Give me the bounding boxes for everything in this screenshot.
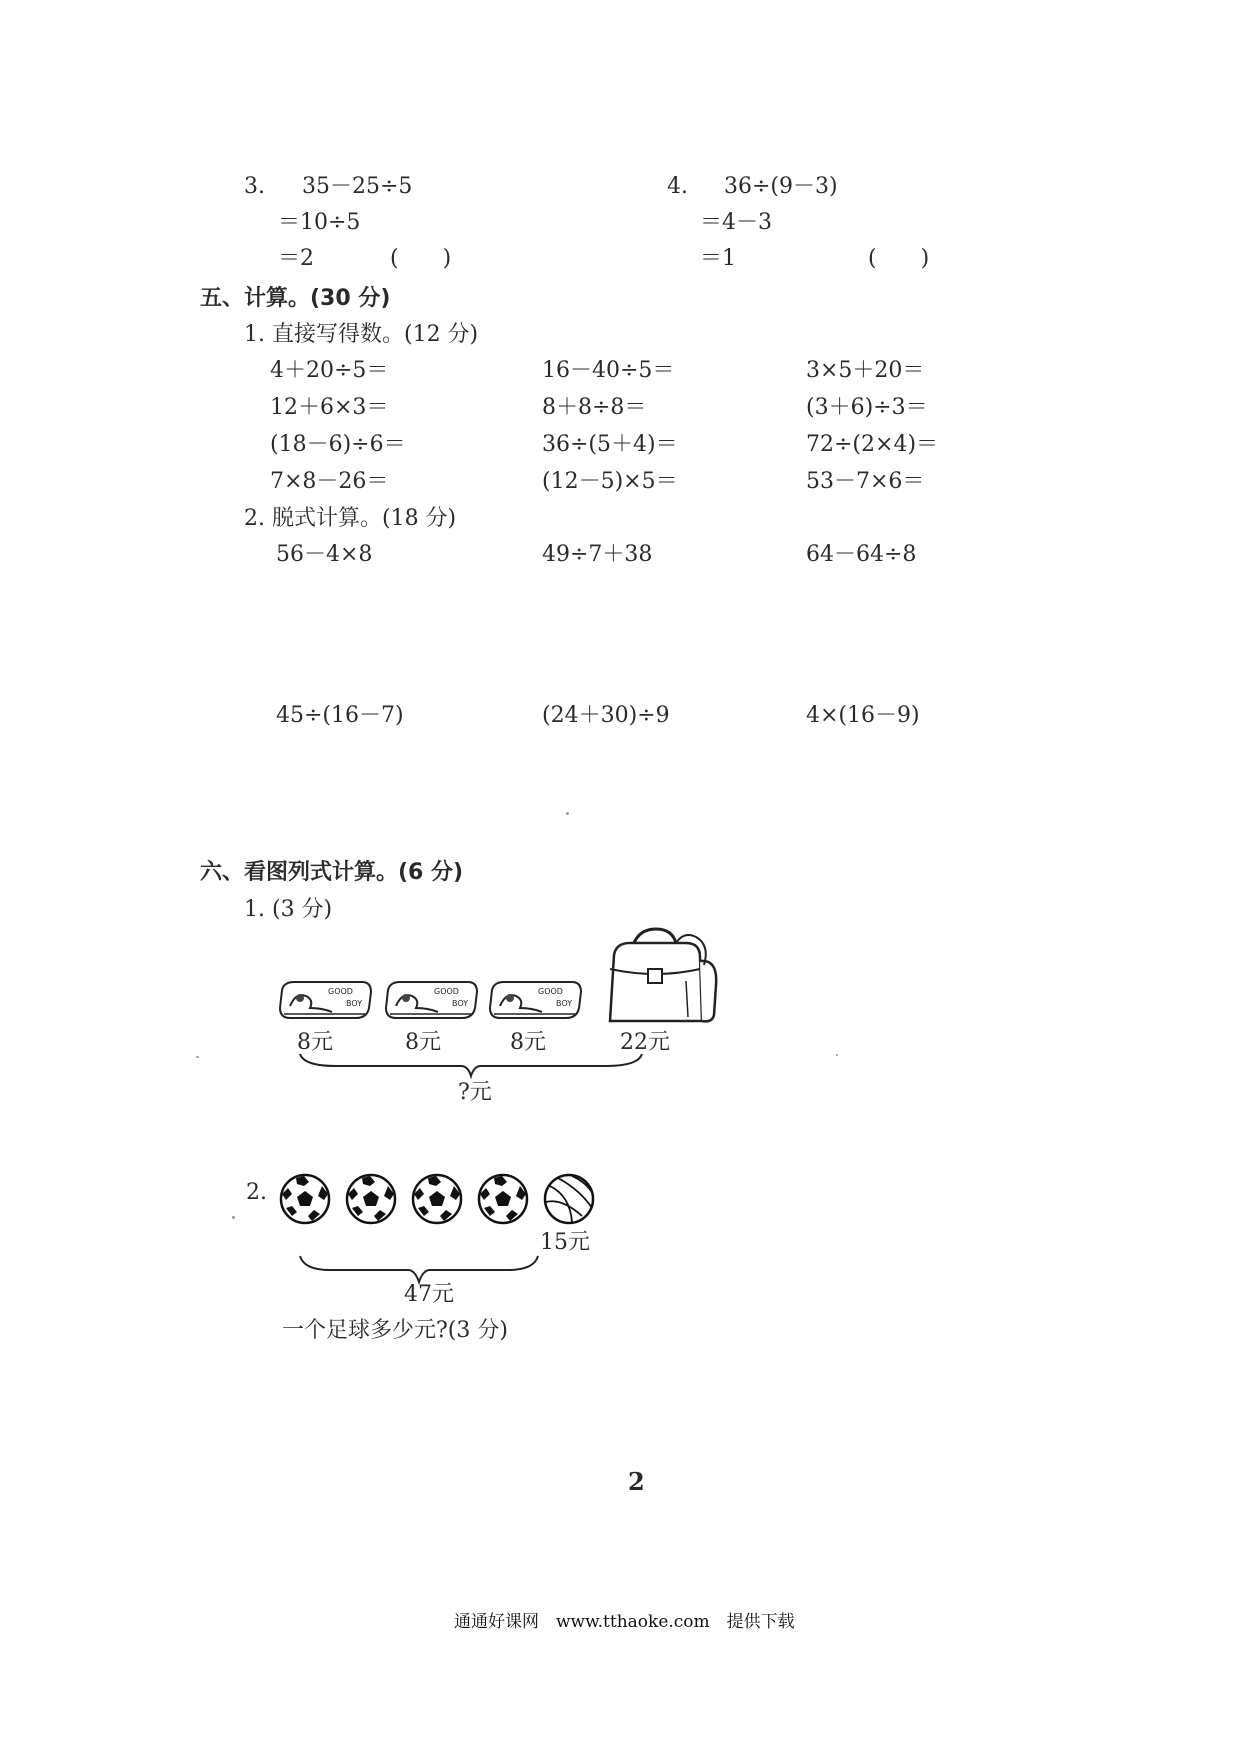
problem-4-number: 4.: [667, 174, 688, 199]
step-calc-item: 49÷7＋38: [542, 542, 653, 567]
price-label: 8元: [405, 1030, 441, 1055]
scan-speck: [566, 812, 569, 815]
step-calc-item: (24＋30)÷9: [542, 703, 670, 728]
oral-calc-item: 3×5＋20＝: [806, 358, 925, 383]
problem-3-answer-paren: ( ): [390, 246, 452, 271]
svg-text:BOY: BOY: [346, 999, 363, 1008]
soccer-ball-icon: [278, 1172, 332, 1226]
total-price-label: ?元: [458, 1080, 492, 1105]
pencil-box-icon: [382, 978, 482, 1024]
problem-3-expression: 35－25÷5: [302, 174, 413, 199]
part-2-title: 2. 脱式计算。(18 分): [244, 506, 457, 531]
step-calc-item: 4×(16－9): [806, 703, 920, 728]
basketball-price-label: 15元: [540, 1230, 590, 1255]
total-price-label: 47元: [404, 1282, 454, 1307]
oral-calc-item: 8＋8÷8＝: [542, 395, 647, 420]
price-label: 8元: [297, 1030, 333, 1055]
section-6-title: 六、看图列式计算。(6 分): [200, 860, 464, 885]
oral-calc-item: 72÷(2×4)＝: [806, 432, 939, 457]
oral-calc-item: (18－6)÷6＝: [270, 432, 406, 457]
oral-calc-item: (12－5)×5＝: [542, 469, 678, 494]
problem-3-step-1: ＝10÷5: [278, 210, 361, 235]
basketball-icon: [542, 1172, 596, 1226]
step-calc-item: 64－64÷8: [806, 542, 917, 567]
oral-calc-item: (3＋6)÷3＝: [806, 395, 928, 420]
oral-calc-item: 53－7×6＝: [806, 469, 925, 494]
scan-speck: [196, 1056, 199, 1058]
soccer-ball-icon: [410, 1172, 464, 1226]
price-label: 8元: [510, 1030, 546, 1055]
oral-calc-item: 4＋20÷5＝: [270, 358, 389, 383]
question-2-prompt: 一个足球多少元?(3 分): [282, 1318, 508, 1343]
problem-3-number: 3.: [244, 174, 265, 199]
total-brace: [296, 1252, 542, 1286]
scan-speck: [836, 1054, 838, 1056]
price-label: 22元: [620, 1030, 670, 1055]
backpack-icon: [600, 925, 720, 1030]
svg-text:BOY: BOY: [556, 999, 573, 1008]
footer-credit: 通通好课网 www.tthaoke.com 提供下载: [454, 1612, 795, 1632]
question-2-label: 2.: [246, 1180, 267, 1205]
question-1-label: 1. (3 分): [244, 897, 333, 922]
page-number: 2: [628, 1467, 645, 1496]
oral-calc-item: 36÷(5＋4)＝: [542, 432, 678, 457]
oral-calc-item: 7×8－26＝: [270, 469, 389, 494]
oral-calc-item: 16－40÷5＝: [542, 358, 675, 383]
oral-calc-item: 12＋6×3＝: [270, 395, 389, 420]
scan-speck: [232, 1216, 235, 1219]
svg-text:GOOD: GOOD: [538, 987, 563, 996]
step-calc-item: 56－4×8: [276, 542, 373, 567]
soccer-ball-icon: [344, 1172, 398, 1226]
problem-3-step-2: ＝2: [278, 246, 314, 271]
pencil-box-icon: [486, 978, 586, 1024]
problem-4-expression: 36÷(9－3): [724, 174, 838, 199]
problem-4-answer-paren: ( ): [868, 246, 930, 271]
svg-text:GOOD: GOOD: [434, 987, 459, 996]
problem-4-step-1: ＝4－3: [700, 210, 772, 235]
problem-4-step-2: ＝1: [700, 246, 736, 271]
svg-text:BOY: BOY: [452, 999, 469, 1008]
total-brace: [296, 1050, 646, 1080]
svg-text:GOOD: GOOD: [328, 987, 353, 996]
step-calc-item: 45÷(16－7): [276, 703, 404, 728]
pencil-box-icon: [276, 978, 376, 1024]
soccer-ball-icon: [476, 1172, 530, 1226]
section-5-title: 五、计算。(30 分): [200, 286, 391, 311]
part-1-title: 1. 直接写得数。(12 分): [244, 322, 479, 347]
